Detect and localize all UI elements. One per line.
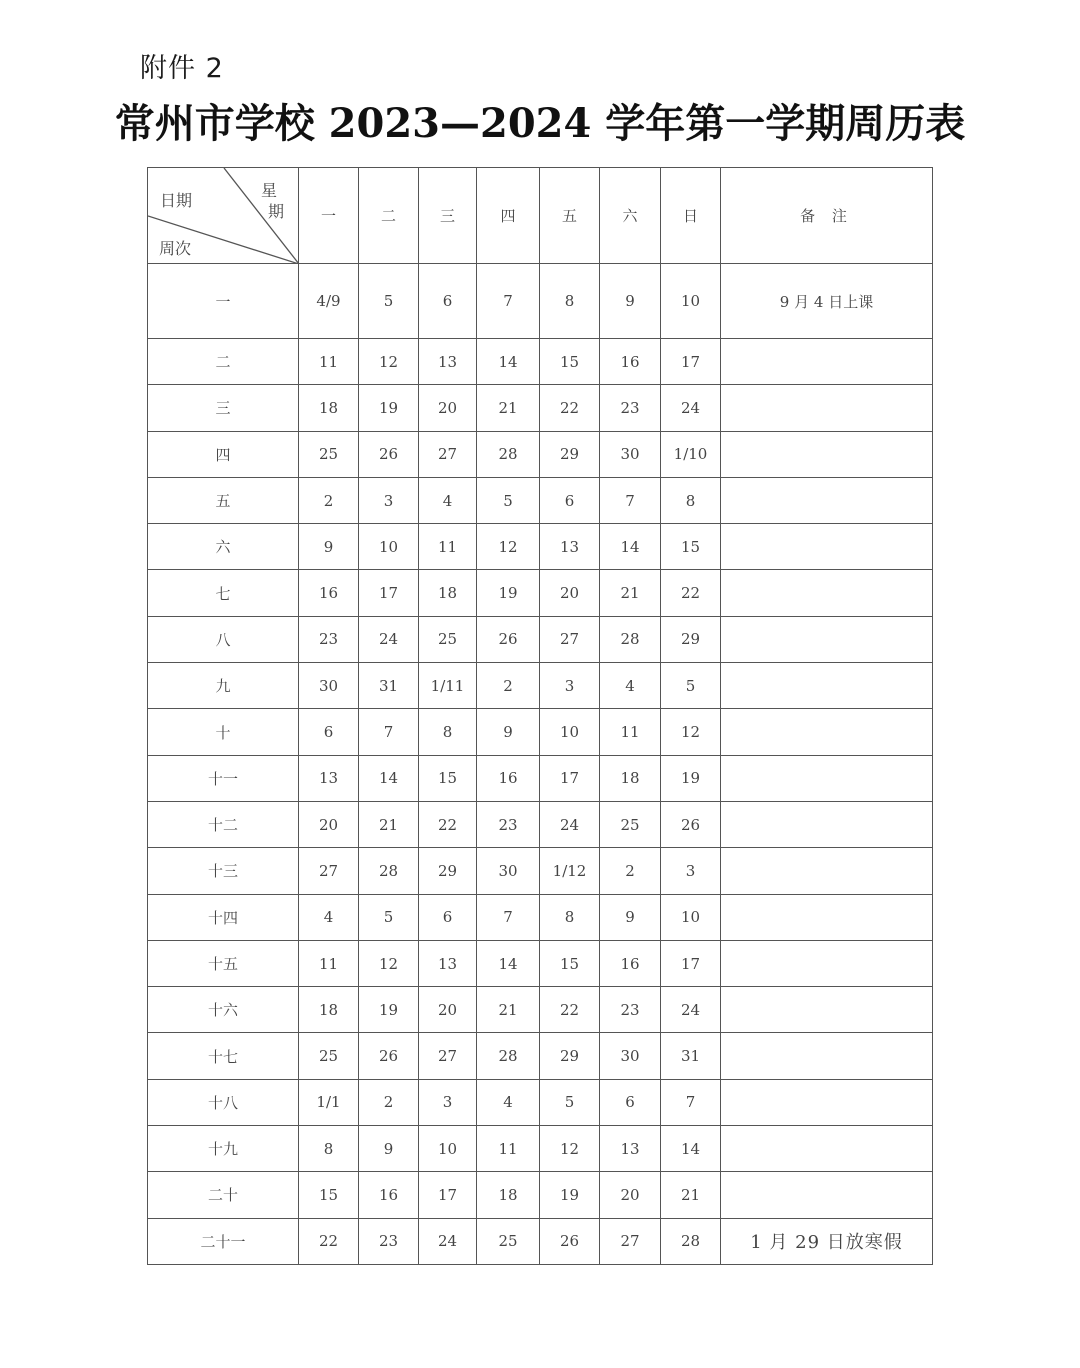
day-cell: 14 <box>600 524 661 570</box>
day-cell: 18 <box>299 385 359 431</box>
week-number-cell: 一 <box>148 264 299 339</box>
day-cell: 13 <box>419 940 477 986</box>
day-cell: 24 <box>419 1218 477 1264</box>
day-cell: 25 <box>419 616 477 662</box>
day-cell: 17 <box>540 755 600 801</box>
day-cell: 17 <box>359 570 419 616</box>
day-cell: 10 <box>540 709 600 755</box>
weekday-header-fri: 五 <box>540 168 600 264</box>
table-row <box>148 1172 933 1218</box>
day-cell: 12 <box>359 940 419 986</box>
day-cell: 22 <box>661 570 721 616</box>
day-cell: 21 <box>600 570 661 616</box>
week-number-cell: 十七 <box>148 1033 299 1079</box>
day-cell: 25 <box>299 431 359 477</box>
day-cell: 10 <box>359 524 419 570</box>
day-cell: 1/10 <box>661 431 721 477</box>
day-cell: 12 <box>661 709 721 755</box>
day-cell: 1/11 <box>419 663 477 709</box>
weekday-header-thu: 四 <box>477 168 540 264</box>
table-row <box>148 264 933 339</box>
weekday-header-tue: 二 <box>359 168 419 264</box>
table-row <box>148 663 933 709</box>
day-cell: 5 <box>359 264 419 339</box>
week-number-cell: 八 <box>148 616 299 662</box>
table-row <box>148 1126 933 1172</box>
day-cell: 7 <box>477 264 540 339</box>
table-row <box>148 1218 933 1264</box>
day-cell: 6 <box>299 709 359 755</box>
week-number-cell: 十六 <box>148 987 299 1033</box>
day-cell: 17 <box>661 339 721 385</box>
day-cell: 26 <box>540 1218 600 1264</box>
day-cell: 22 <box>540 987 600 1033</box>
day-cell: 22 <box>299 1218 359 1264</box>
day-cell: 20 <box>540 570 600 616</box>
day-cell: 6 <box>540 477 600 523</box>
note-cell <box>721 709 933 755</box>
weekday-axis-label-part2: 期 <box>268 202 285 221</box>
note-cell <box>721 987 933 1033</box>
week-number-cell: 十二 <box>148 801 299 847</box>
day-cell: 16 <box>359 1172 419 1218</box>
diagonal-header-cell <box>148 168 299 264</box>
day-cell: 24 <box>540 801 600 847</box>
day-cell: 8 <box>661 477 721 523</box>
day-cell: 19 <box>540 1172 600 1218</box>
day-cell: 24 <box>661 385 721 431</box>
day-cell: 7 <box>477 894 540 940</box>
table-row <box>148 848 933 894</box>
week-number-cell: 九 <box>148 663 299 709</box>
week-number-cell: 二 <box>148 339 299 385</box>
day-cell: 12 <box>477 524 540 570</box>
day-cell: 19 <box>359 987 419 1033</box>
note-cell <box>721 1079 933 1125</box>
day-cell: 29 <box>540 431 600 477</box>
day-cell: 4/9 <box>299 264 359 339</box>
week-number-cell: 四 <box>148 431 299 477</box>
day-cell: 25 <box>600 801 661 847</box>
week-number-cell: 七 <box>148 570 299 616</box>
note-cell <box>721 339 933 385</box>
day-cell: 25 <box>477 1218 540 1264</box>
day-cell: 2 <box>359 1079 419 1125</box>
day-cell: 6 <box>419 894 477 940</box>
day-cell: 7 <box>359 709 419 755</box>
day-cell: 9 <box>299 524 359 570</box>
day-cell: 14 <box>477 339 540 385</box>
note-cell <box>721 1126 933 1172</box>
day-cell: 13 <box>600 1126 661 1172</box>
note-cell <box>721 663 933 709</box>
day-cell: 3 <box>359 477 419 523</box>
note-cell <box>721 894 933 940</box>
week-number-cell: 二十一 <box>148 1218 299 1264</box>
day-cell: 25 <box>299 1033 359 1079</box>
day-cell: 23 <box>600 987 661 1033</box>
day-cell: 23 <box>477 801 540 847</box>
day-cell: 1/1 <box>299 1079 359 1125</box>
day-cell: 8 <box>419 709 477 755</box>
note-cell <box>721 477 933 523</box>
week-number-cell: 十一 <box>148 755 299 801</box>
date-axis-label: 日期 <box>160 191 193 210</box>
day-cell: 19 <box>477 570 540 616</box>
table-row <box>148 385 933 431</box>
day-cell: 5 <box>477 477 540 523</box>
day-cell: 28 <box>600 616 661 662</box>
note-cell <box>721 385 933 431</box>
day-cell: 16 <box>477 755 540 801</box>
note-cell <box>721 1033 933 1079</box>
day-cell: 20 <box>419 385 477 431</box>
weekday-header-sun: 日 <box>661 168 721 264</box>
day-cell: 30 <box>600 1033 661 1079</box>
note-cell <box>721 940 933 986</box>
day-cell: 1/12 <box>540 848 600 894</box>
day-cell: 14 <box>477 940 540 986</box>
day-cell: 11 <box>600 709 661 755</box>
day-cell: 28 <box>477 1033 540 1079</box>
day-cell: 4 <box>600 663 661 709</box>
table-row <box>148 339 933 385</box>
week-axis-label: 周次 <box>159 239 192 258</box>
day-cell: 3 <box>540 663 600 709</box>
day-cell: 5 <box>540 1079 600 1125</box>
day-cell: 3 <box>661 848 721 894</box>
day-cell: 15 <box>540 339 600 385</box>
note-cell <box>721 801 933 847</box>
day-cell: 28 <box>359 848 419 894</box>
day-cell: 7 <box>600 477 661 523</box>
day-cell: 26 <box>661 801 721 847</box>
note-cell: 9 月 4 日上课 <box>721 264 933 339</box>
note-cell <box>721 431 933 477</box>
week-number-cell: 十 <box>148 709 299 755</box>
table-row <box>148 755 933 801</box>
day-cell: 10 <box>661 264 721 339</box>
day-cell: 18 <box>299 987 359 1033</box>
note-cell <box>721 616 933 662</box>
day-cell: 26 <box>477 616 540 662</box>
day-cell: 24 <box>359 616 419 662</box>
note-cell <box>721 570 933 616</box>
day-cell: 22 <box>540 385 600 431</box>
attachment-label: 附件 2 <box>140 53 224 84</box>
day-cell: 15 <box>299 1172 359 1218</box>
day-cell: 23 <box>600 385 661 431</box>
day-cell: 12 <box>540 1126 600 1172</box>
day-cell: 20 <box>419 987 477 1033</box>
day-cell: 30 <box>600 431 661 477</box>
day-cell: 18 <box>600 755 661 801</box>
table-row <box>148 431 933 477</box>
day-cell: 13 <box>299 755 359 801</box>
day-cell: 15 <box>540 940 600 986</box>
table-row <box>148 524 933 570</box>
table-row <box>148 477 933 523</box>
day-cell: 15 <box>419 755 477 801</box>
day-cell: 17 <box>419 1172 477 1218</box>
day-cell: 20 <box>600 1172 661 1218</box>
page-title: 常州市学校 2023—2024 学年第一学期周历表 <box>114 100 966 147</box>
day-cell: 27 <box>540 616 600 662</box>
day-cell: 12 <box>359 339 419 385</box>
day-cell: 14 <box>359 755 419 801</box>
week-number-cell: 五 <box>148 477 299 523</box>
day-cell: 14 <box>661 1126 721 1172</box>
table-row <box>148 570 933 616</box>
day-cell: 31 <box>359 663 419 709</box>
day-cell: 21 <box>359 801 419 847</box>
day-cell: 16 <box>299 570 359 616</box>
day-cell: 29 <box>661 616 721 662</box>
day-cell: 10 <box>661 894 721 940</box>
day-cell: 31 <box>661 1033 721 1079</box>
day-cell: 13 <box>540 524 600 570</box>
day-cell: 27 <box>299 848 359 894</box>
week-number-cell: 十五 <box>148 940 299 986</box>
day-cell: 4 <box>299 894 359 940</box>
note-cell: 1 月 29 日放寒假 <box>721 1218 933 1264</box>
table-header-row <box>148 168 933 264</box>
day-cell: 18 <box>477 1172 540 1218</box>
day-cell: 5 <box>359 894 419 940</box>
table-row <box>148 940 933 986</box>
day-cell: 21 <box>661 1172 721 1218</box>
note-cell <box>721 1172 933 1218</box>
week-number-cell: 十九 <box>148 1126 299 1172</box>
day-cell: 16 <box>600 339 661 385</box>
week-number-cell: 十四 <box>148 894 299 940</box>
day-cell: 19 <box>359 385 419 431</box>
day-cell: 7 <box>661 1079 721 1125</box>
day-cell: 27 <box>419 431 477 477</box>
day-cell: 15 <box>661 524 721 570</box>
day-cell: 11 <box>477 1126 540 1172</box>
day-cell: 11 <box>299 339 359 385</box>
day-cell: 9 <box>477 709 540 755</box>
day-cell: 23 <box>299 616 359 662</box>
day-cell: 21 <box>477 385 540 431</box>
day-cell: 2 <box>299 477 359 523</box>
day-cell: 29 <box>540 1033 600 1079</box>
day-cell: 29 <box>419 848 477 894</box>
day-cell: 8 <box>540 894 600 940</box>
table-row <box>148 987 933 1033</box>
day-cell: 21 <box>477 987 540 1033</box>
day-cell: 2 <box>600 848 661 894</box>
day-cell: 11 <box>299 940 359 986</box>
week-number-cell: 十八 <box>148 1079 299 1125</box>
day-cell: 11 <box>419 524 477 570</box>
day-cell: 27 <box>600 1218 661 1264</box>
week-number-cell: 三 <box>148 385 299 431</box>
day-cell: 8 <box>540 264 600 339</box>
day-cell: 30 <box>299 663 359 709</box>
weekday-header-mon: 一 <box>299 168 359 264</box>
day-cell: 30 <box>477 848 540 894</box>
note-cell <box>721 755 933 801</box>
day-cell: 19 <box>661 755 721 801</box>
day-cell: 2 <box>477 663 540 709</box>
day-cell: 5 <box>661 663 721 709</box>
week-number-cell: 六 <box>148 524 299 570</box>
weekly-calendar-table <box>147 167 933 1265</box>
day-cell: 28 <box>477 431 540 477</box>
day-cell: 9 <box>600 264 661 339</box>
day-cell: 13 <box>419 339 477 385</box>
weekday-axis-label-part1: 星 <box>261 181 278 200</box>
weekday-header-sat: 六 <box>600 168 661 264</box>
week-number-cell: 二十 <box>148 1172 299 1218</box>
day-cell: 6 <box>600 1079 661 1125</box>
table-row <box>148 709 933 755</box>
day-cell: 27 <box>419 1033 477 1079</box>
day-cell: 4 <box>419 477 477 523</box>
table-row <box>148 1033 933 1079</box>
day-cell: 9 <box>359 1126 419 1172</box>
day-cell: 10 <box>419 1126 477 1172</box>
day-cell: 3 <box>419 1079 477 1125</box>
week-number-cell: 十三 <box>148 848 299 894</box>
day-cell: 4 <box>477 1079 540 1125</box>
day-cell: 6 <box>419 264 477 339</box>
table-row <box>148 801 933 847</box>
weekday-header-wed: 三 <box>419 168 477 264</box>
day-cell: 23 <box>359 1218 419 1264</box>
day-cell: 28 <box>661 1218 721 1264</box>
day-cell: 9 <box>600 894 661 940</box>
table-row <box>148 616 933 662</box>
day-cell: 20 <box>299 801 359 847</box>
table-row <box>148 1079 933 1125</box>
day-cell: 17 <box>661 940 721 986</box>
note-cell <box>721 848 933 894</box>
calendar-body <box>148 264 933 1265</box>
day-cell: 26 <box>359 431 419 477</box>
note-cell <box>721 524 933 570</box>
day-cell: 18 <box>419 570 477 616</box>
day-cell: 22 <box>419 801 477 847</box>
table-row <box>148 894 933 940</box>
day-cell: 8 <box>299 1126 359 1172</box>
day-cell: 16 <box>600 940 661 986</box>
notes-header: 备 注 <box>721 168 933 264</box>
day-cell: 26 <box>359 1033 419 1079</box>
day-cell: 24 <box>661 987 721 1033</box>
